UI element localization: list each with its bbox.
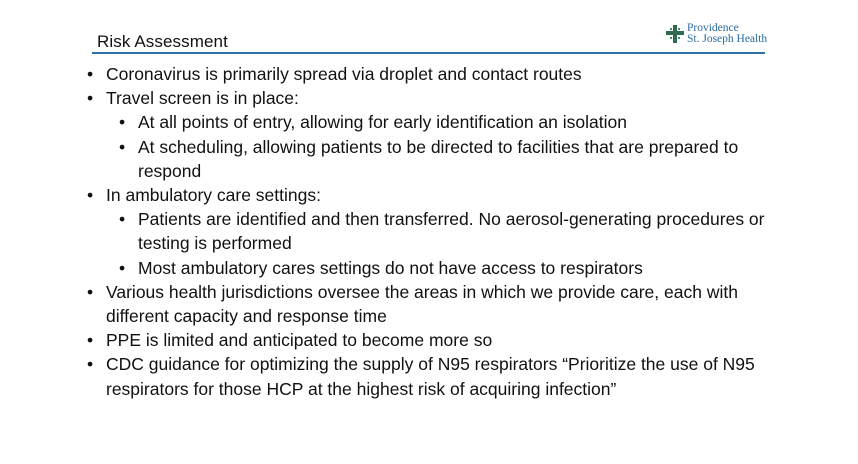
- bullet-content: [86, 62, 766, 401]
- sub-bullet-item: • At scheduling, allowing patients to be directed to facilities that are prepared to respond: [86, 135, 766, 183]
- bullet-list: [86, 62, 766, 401]
- sub-bullet-item: • Most ambulatory cares settings do not have access to respirators: [86, 256, 766, 280]
- sub-bullet-item: • Patients are identified and then transferred. No aerosol-generating procedures or testing is performed: [86, 207, 766, 255]
- bullet-item: • PPE is limited and anticipated to become more so: [86, 328, 766, 352]
- title-underline: [92, 52, 765, 54]
- sub-bullet-list: [86, 110, 766, 183]
- slide-title: Risk Assessment: [97, 32, 228, 51]
- bullet-item: • Coronavirus is primarily spread via droplet and contact routes: [86, 62, 766, 86]
- bullet-item-text: • In ambulatory care settings:: [86, 183, 766, 207]
- logo-line-2: St. Joseph Health: [687, 33, 768, 45]
- bullet-item: [86, 86, 766, 183]
- sub-bullet-item: • At all points of entry, allowing for early identification an isolation: [86, 110, 766, 134]
- bullet-item: • Various health jurisdictions oversee the areas in which we provide care, each with different capacity and response time: [86, 280, 766, 328]
- providence-logo: [666, 21, 776, 51]
- bullet-item: • CDC guidance for optimizing the supply of N95 respirators “Prioritize the use of N95 respirators for those HCP at the highest risk of acquiring infection”: [86, 352, 766, 400]
- bullet-item-text: • Travel screen is in place:: [86, 86, 766, 110]
- cross-logo-icon: [666, 25, 684, 43]
- sub-bullet-list: [86, 207, 766, 280]
- logo-line-1: Providence: [687, 22, 739, 34]
- logo-text: [687, 23, 767, 45]
- bullet-item: [86, 183, 766, 280]
